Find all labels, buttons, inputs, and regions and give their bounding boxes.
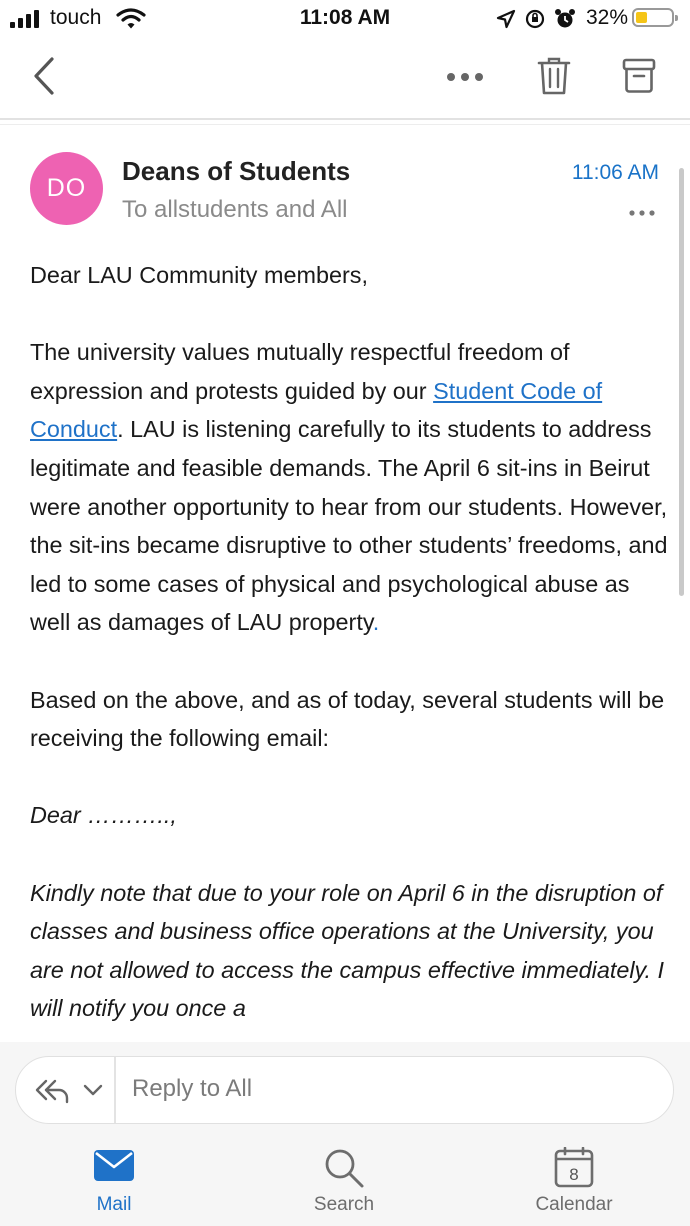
sender-name[interactable]: Deans of Students bbox=[122, 156, 351, 186]
message-body bbox=[30, 256, 670, 1066]
sender-avatar[interactable]: DO bbox=[30, 152, 103, 225]
recipients-line[interactable]: To allstudents and All bbox=[122, 196, 348, 223]
mail-icon bbox=[93, 1147, 135, 1183]
tab-calendar-label: Calendar bbox=[535, 1194, 613, 1215]
reply-input[interactable]: Reply to All bbox=[132, 1075, 253, 1102]
trash-icon bbox=[537, 56, 571, 96]
rotation-lock-icon bbox=[524, 8, 546, 35]
location-icon bbox=[496, 9, 516, 34]
status-bar bbox=[0, 0, 690, 40]
toolbar-divider bbox=[0, 118, 690, 120]
reply-all-icon bbox=[34, 1076, 106, 1106]
quoted-paragraph: Kindly note that due to your role on April 6 in the disruption of classes and business office operations at the University, you are not allowed to access the campus effective immediately. I will notify you once a bbox=[30, 879, 665, 1022]
battery-percent: 32% bbox=[586, 6, 629, 29]
alarm-icon bbox=[554, 8, 576, 35]
scrollbar[interactable] bbox=[679, 168, 684, 596]
tab-search-label: Search bbox=[313, 1194, 375, 1215]
tab-mail[interactable] bbox=[44, 1147, 184, 1216]
toolbar-divider-shadow bbox=[0, 124, 690, 125]
message-toolbar bbox=[0, 40, 690, 118]
tab-search[interactable] bbox=[274, 1147, 414, 1216]
quoted-greeting: Dear ……….., bbox=[30, 802, 177, 829]
chevron-left-icon bbox=[32, 56, 56, 96]
chevron-down-icon bbox=[85, 1086, 101, 1094]
calendar-day-number: 8 bbox=[569, 1165, 579, 1184]
body-greeting: Dear LAU Community members, bbox=[30, 262, 368, 288]
back-button[interactable] bbox=[32, 56, 56, 101]
message-time: 11:06 AM bbox=[571, 161, 659, 184]
archive-button[interactable] bbox=[622, 58, 656, 99]
delete-button[interactable] bbox=[537, 56, 571, 101]
battery-icon bbox=[632, 8, 674, 27]
more-options-button[interactable] bbox=[446, 70, 486, 88]
carrier-name: touch bbox=[50, 6, 102, 29]
reply-options-button[interactable] bbox=[34, 1076, 106, 1111]
reply-separator bbox=[114, 1057, 116, 1123]
status-time: 11:08 AM bbox=[299, 6, 391, 29]
body-paragraph-2: Based on the above, and as of today, several students will be receiving the following email: bbox=[30, 686, 665, 752]
tab-mail-label: Mail bbox=[96, 1194, 132, 1215]
archive-icon bbox=[622, 58, 656, 94]
body-paragraph-1: The university values mutually respectful freedom of expression and protests guided by our Student Code of Conduct. LAU is listening carefully to its students to address legitimate and feasible demands. The April 6 sit-ins in Beirut were another opportunity to hear from our students. However, the sit-ins became disruptive to other students’ freedoms, and led to some cases of physical and psychological abuse as well as damages of LAU property. bbox=[30, 339, 668, 636]
search-icon bbox=[322, 1147, 366, 1189]
tab-calendar[interactable] bbox=[504, 1147, 644, 1216]
more-horizontal-icon bbox=[628, 209, 656, 217]
message-more-button[interactable] bbox=[628, 204, 656, 222]
calendar-icon bbox=[554, 1147, 594, 1189]
more-horizontal-icon bbox=[446, 71, 486, 83]
student-code-link[interactable]: Student Code of Conduct bbox=[30, 377, 603, 443]
